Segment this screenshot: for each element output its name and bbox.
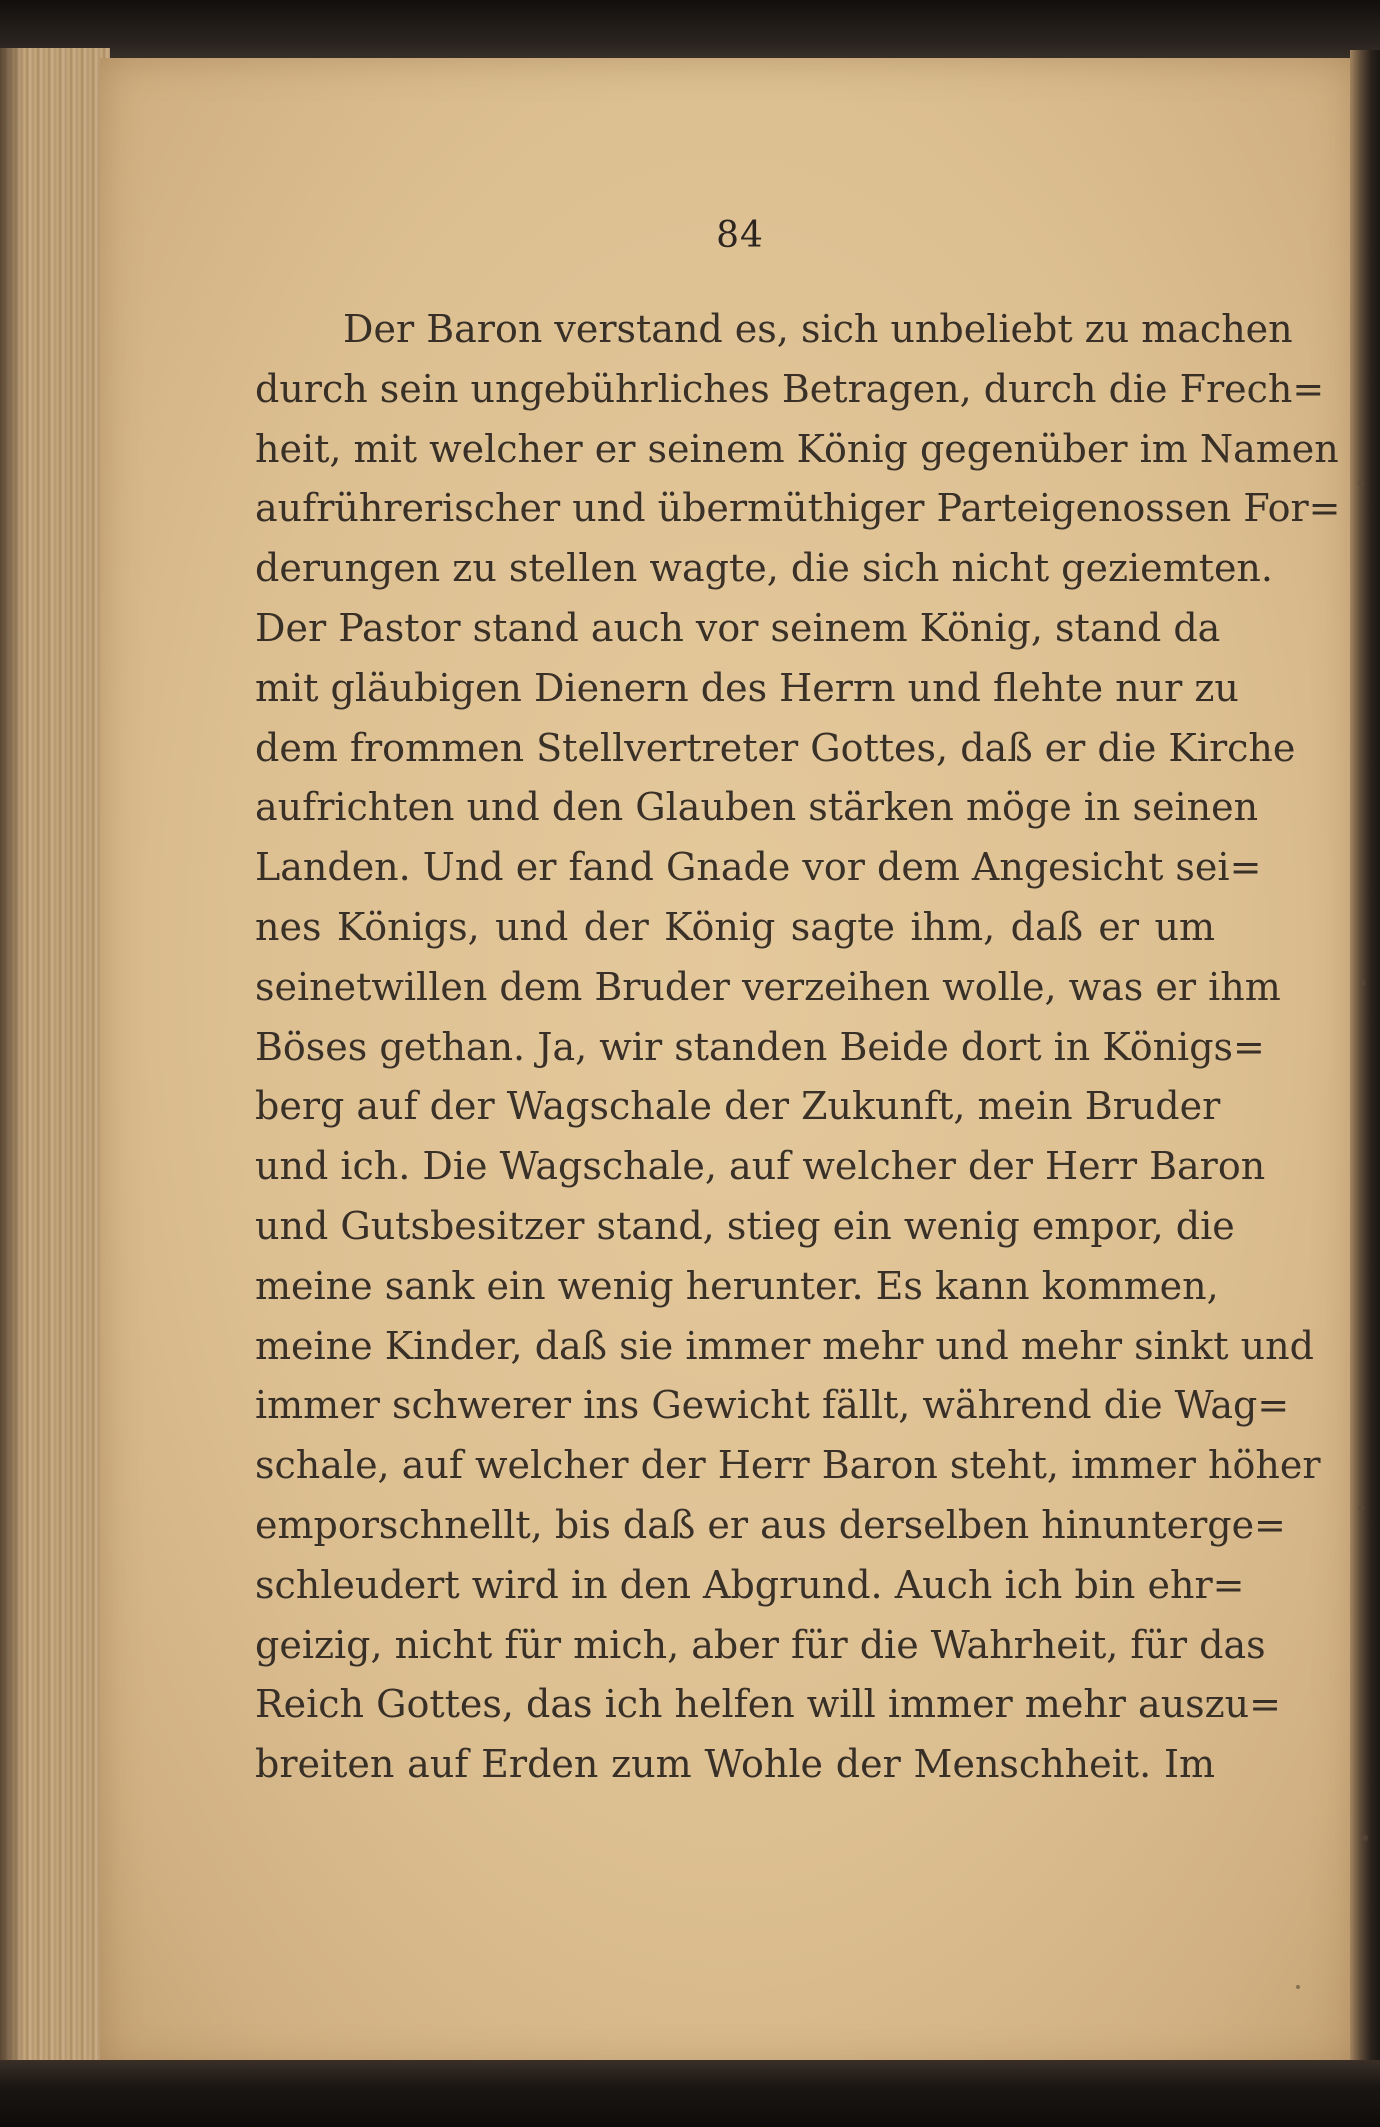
right-binding-edge [1350,50,1380,2070]
text-line: geizig, nicht für mich, aber für die Wahrheit, für das [255,1622,1266,1667]
text-line: berg auf der Wagschale der Zukunft, mein Bruder [255,1084,1221,1129]
text-line: immer schwerer ins Gewicht fällt, während die Wag= [255,1383,1290,1428]
top-binding-edge [0,0,1380,62]
text-line: Böses gethan. Ja, wir standen Beide dort in Königs= [255,1024,1265,1069]
text-line: heit, mit welcher er seinem König gegenüber im Namen [255,426,1339,471]
text-line: und ich. Die Wagschale, auf welcher der Herr Baron [255,1144,1266,1189]
paper-speck [1296,1985,1300,1989]
body-text [255,300,1341,1795]
text-line: derungen zu stellen wagte, die sich nicht geziemten. [255,546,1273,591]
text-line: schale, auf welcher der Herr Baron steht, immer höher [255,1443,1321,1488]
text-line: meine sank ein wenig herunter. Es kann kommen, [255,1263,1219,1308]
text-line: breiten auf Erden zum Wohle der Menschheit. Im [255,1742,1215,1787]
paper-speck [1362,1835,1368,1841]
text-line: nes Königs, und der König sagte ihm, daß er um [255,904,1215,949]
text-line: Der Pastor stand auch vor seinem König, stand da [255,605,1221,650]
text-line: meine Kinder, daß sie immer mehr und mehr sinkt und [255,1323,1314,1368]
text-line: emporschnellt, bis daß er aus derselben hinunterge= [255,1502,1286,1547]
text-line: Landen. Und er fand Gnade vor dem Angesicht sei= [255,845,1262,890]
paper-speck [1358,480,1364,486]
text-line: aufrührerischer und übermüthiger Parteigenossen For= [255,486,1341,531]
text-line: Der Baron verstand es, sich unbeliebt zu machen [343,307,1293,351]
paper-speck [1360,980,1366,986]
page-stack-shadow [0,48,24,2068]
text-line: mit gläubigen Dienern des Herrn und flehte nur zu [255,665,1239,710]
page-number: 84 [716,215,764,256]
text-line: und Gutsbesitzer stand, stieg ein wenig empor, die [255,1203,1235,1248]
text-line: aufrichten und den Glauben stärken möge in seinen [255,785,1259,830]
text-line: seinetwillen dem Bruder verzeihen wolle, was er ihm [255,964,1281,1009]
text-line: Reich Gottes, das ich helfen will immer mehr auszu= [255,1682,1281,1727]
text-line: dem frommen Stellvertreter Gottes, daß er die Kirche [255,725,1296,770]
text-line: durch sein ungebührliches Betragen, durch die Frech= [255,366,1325,411]
text-line: schleudert wird in den Abgrund. Auch ich bin ehr= [255,1562,1245,1607]
paper-speck [1358,1505,1364,1511]
bottom-binding-edge [0,2060,1380,2127]
